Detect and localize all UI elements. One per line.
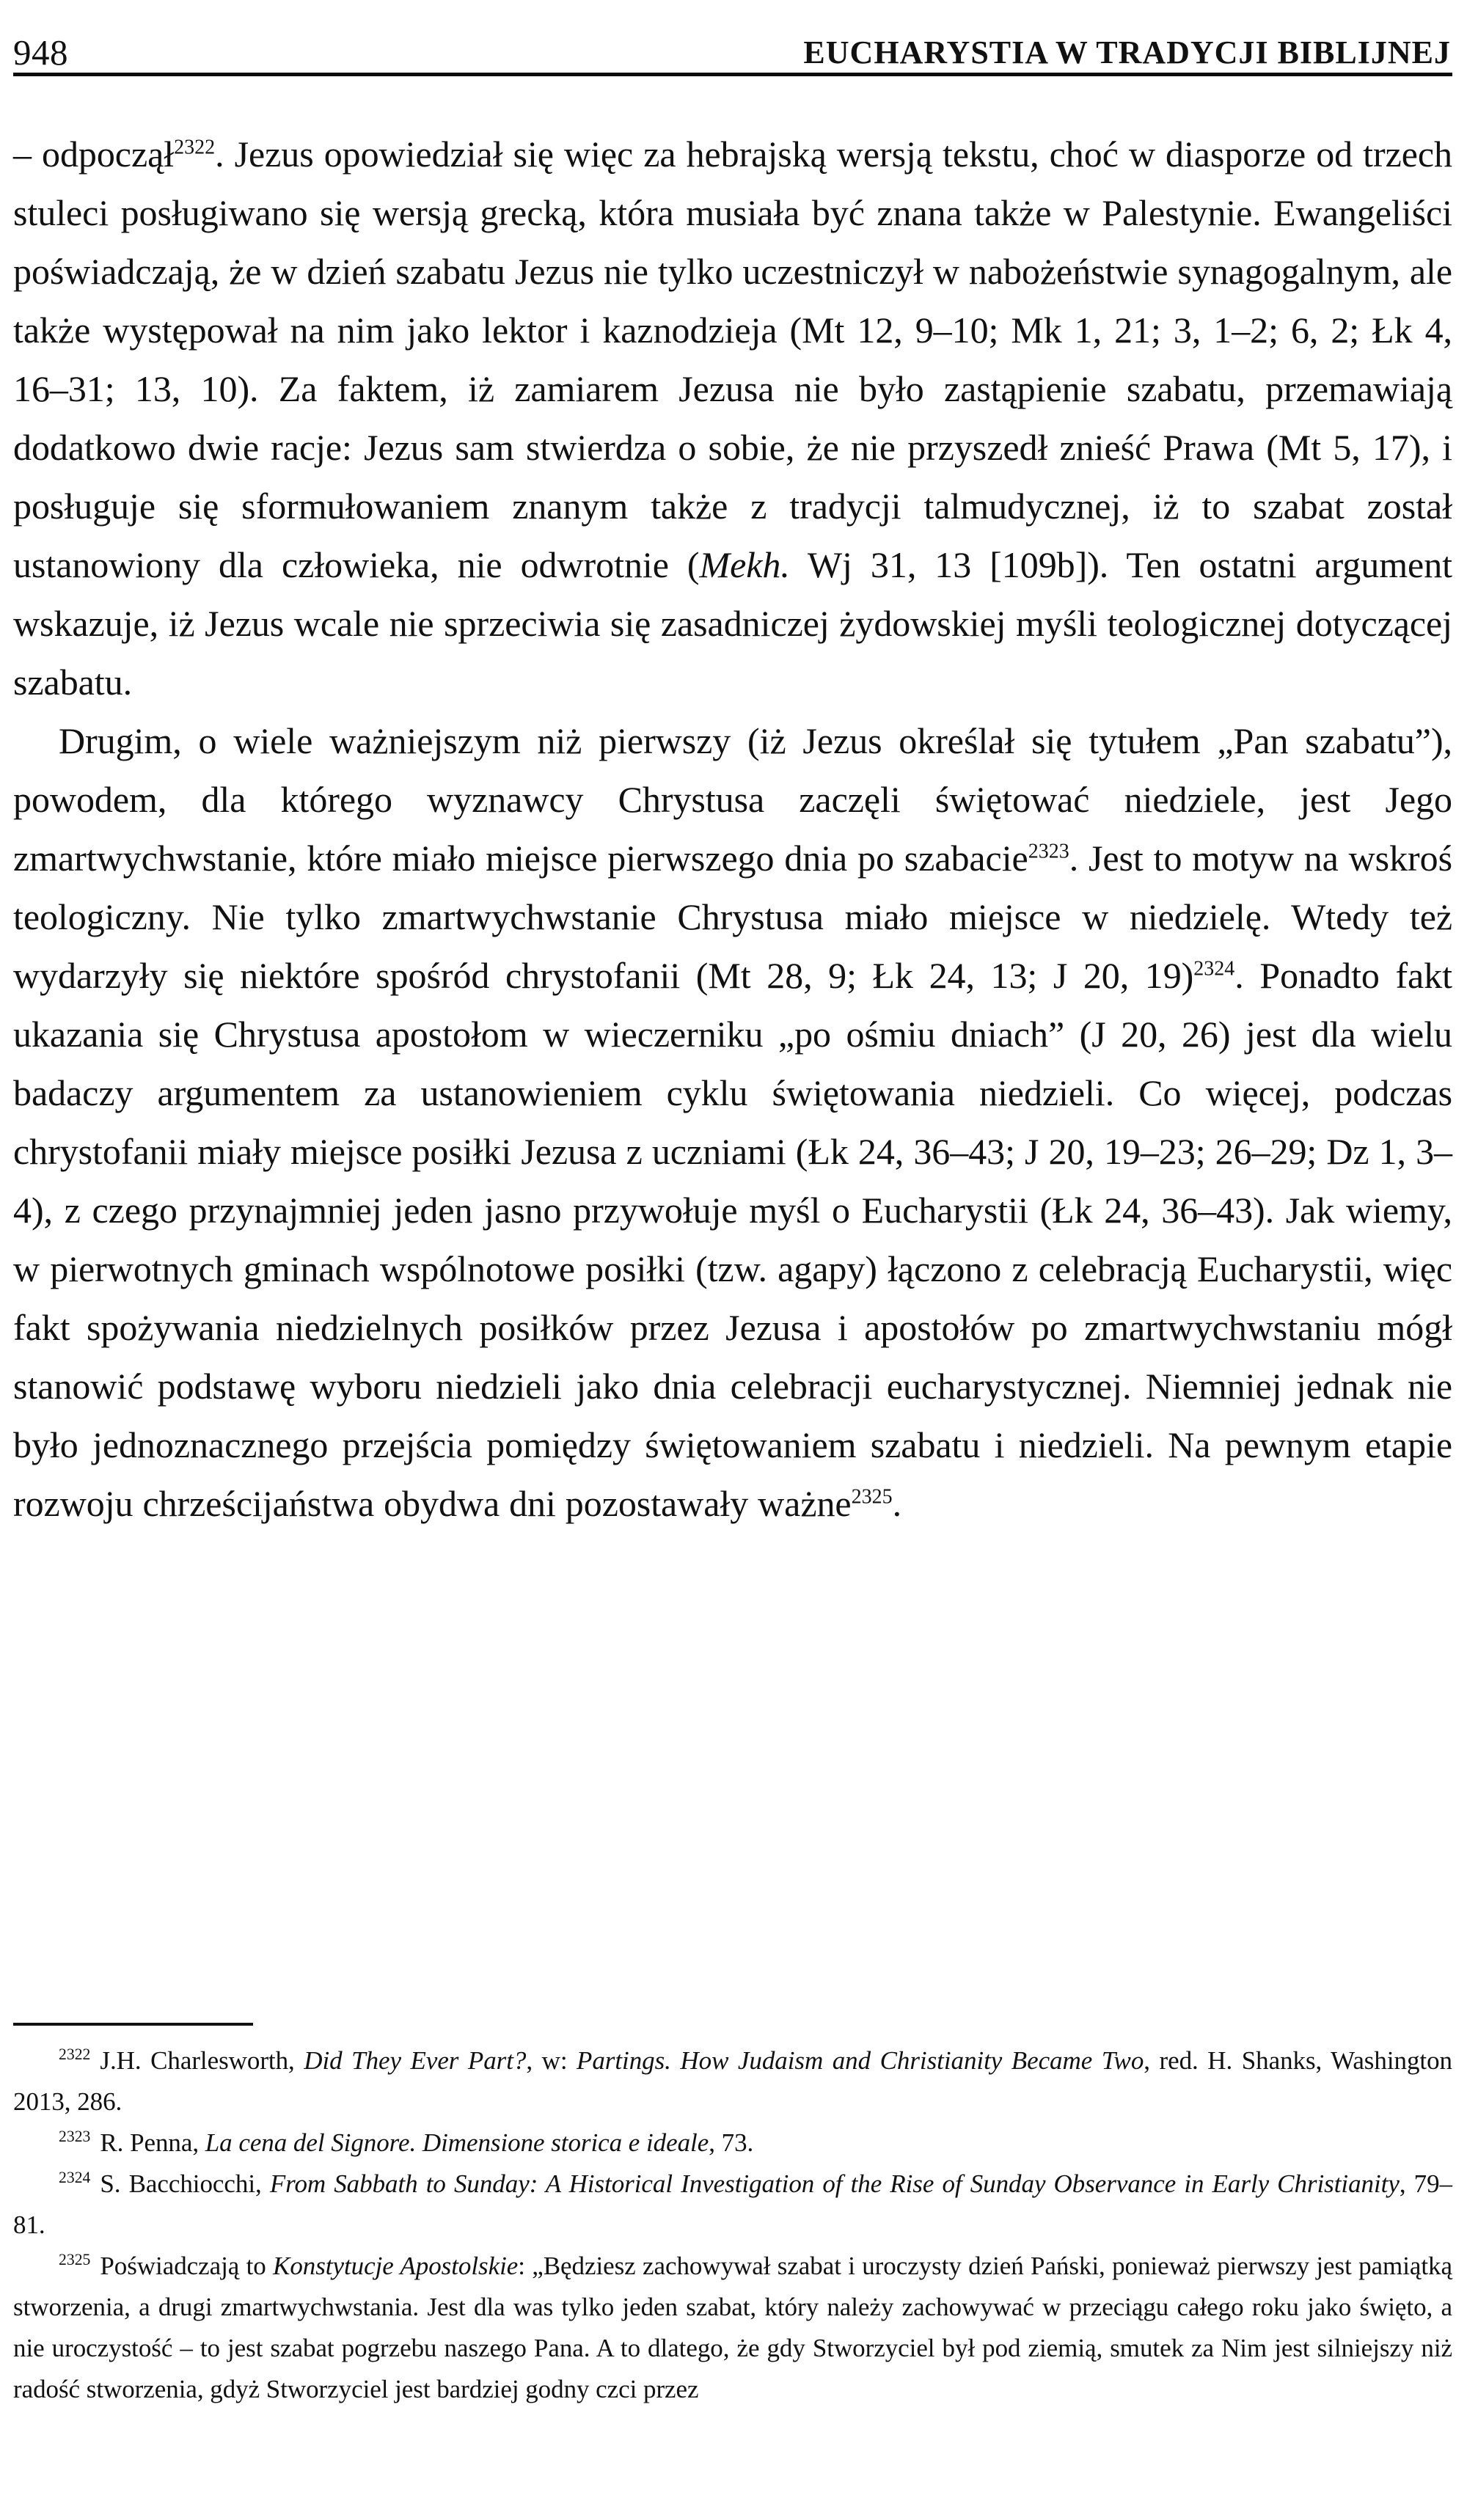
running-title: EUCHARYSTIA W TRADYCJI BIBLIJNEJ [803,34,1451,70]
footnote-2324 [13,2164,1452,2246]
paragraph-2-seg-4: . [892,1483,902,1524]
footnote-text-seg-2: : „Będziesz zachowywał szabat i uroczysty dzień Pański, ponieważ pierwszy jest pamiątką stworzenia, a drugi zmartwychwstania. Jest dla was tylko jeden szabat, który należy zachowywać w przeciągu całego roku jako święto, a nie uroczystość – to jest szabat pogrzebu naszego Pana. A to dlatego, że gdy Stworzyciel był pod ziemią, smutek za Nim jest silniejszy niż radość stworzenia, gdyż Stworzyciel jest bardziej godny czci przez [13,2252,1452,2403]
footnote-text-seg-2: , w: [526,2046,577,2075]
paragraph-1-seg-3: Wj 31, 13 [109b]). Ten ostatni argument wskazuje, iż Jezus wcale nie sprzeciwia się zasadniczej żydowskiej myśli teologicznej dotyczącej szabatu. [13,544,1452,703]
footnote-text-seg-1: S. Bacchiocchi, [100,2169,270,2198]
footnotes-block [13,2040,1452,2410]
footnote-text-seg-2: , 79–81. [13,2169,1452,2239]
page-number: 948 [13,32,68,73]
footnote-number: 2322 [59,2045,91,2064]
footnote-text-seg-1: R. Penna, [100,2128,205,2157]
footnote-2325 [13,2246,1452,2410]
footnote-italic-1: Did They Ever Part? [304,2046,527,2075]
footnote-number: 2325 [59,2251,91,2269]
footnote-text-seg-3: , red. H. Shanks, Washington 2013, 286. [13,2046,1452,2116]
paragraph-1-italic-mekh: Mekh. [699,544,790,585]
paragraph-2-seg-3: . Ponadto fakt ukazania się Chrystusa apostołom w wieczerniku „po ośmiu dniach” (J 20, 26) jest dla wielu badaczy argumentem za ustanowieniem cyklu świętowania niedzieli. Co więcej, podczas chrystofanii miały miejsce posiłki Jezusa z uczniami (Łk 24, 36–43; J 20, 19–23; 26–29; Dz 1, 3–4), z czego przynajmniej jeden jasno przywołuje myśl o Eucharystii (Łk 24, 36–43). Jak wiemy, w pierwotnych gminach wspólnotowe posiłki (tzw. agapy) łączono z celebracją Eucharystii, więc fakt spożywania niedzielnych posiłków przez Jezusa i apostołów po zmartwychwstaniu mógł stanowić podstawę wyboru niedzieli jako dnia celebracji eucharystycznej. Niemniej jednak nie było jednoznacznego przejścia pomiędzy świętowaniem szabatu i niedzieli. Na pewnym etapie rozwoju chrześcijaństwa obydwa dni pozostawały ważne [13,955,1452,1524]
paragraph-1-seg-2: . Jezus opowiedział się więc za hebrajską wersją tekstu, choć w diasporze od trzech stuleci posługiwano się wersją grecką, która musiała być znana także w Palestynie. Ewangeliści poświadczają, że w dzień szabatu Jezus nie tylko uczestniczył w nabożeństwie synagogalnym, ale także występował na nim jako lektor i kaznodzieja (Mt 12, 9–10; Mk 1, 21; 3, 1–2; 6, 2; Łk 4, 16–31; 13, 10). Za faktem, iż zamiarem Jezusa nie było zastąpienie szabatu, przemawiają dodatkowo dwie racje: Jezus sam stwierdza o sobie, że nie przyszedł znieść Prawa (Mt 5, 17), i posługuje się sformułowaniem znanym także z tradycji talmudycznej, iż to szabat został ustanowiony dla człowieka, nie odwrotnie ( [13,133,1452,585]
paragraph-2-seg-1: Drugim, o wiele ważniejszym niż pierwszy (iż Jezus określał się tytułem „Pan szabatu”), powodem, dla którego wyznawcy Chrystusa zaczęli świętować niedziele, jest Jego zmartwychwstanie, które miało miejsce pierwszego dnia po szabacie [13,720,1452,879]
body-text [13,125,1452,1533]
paragraph-1 [13,125,1452,711]
paragraph-2-seg-2: . Jest to motyw na wskroś teologiczny. Nie tylko zmartwychwstanie Chrystusa miało miejsce w niedzielę. Wtedy też wydarzyły się niektóre spośród chrystofanii (Mt 28, 9; Łk 24, 13; J 20, 19) [13,838,1453,996]
footnote-2323 [13,2122,1452,2164]
running-head [13,10,1452,72]
footnote-italic-1: Konstytucje Apostolskie [273,2252,519,2280]
footnote-text-seg-1: Poświadczają to [100,2252,274,2280]
footnote-ref-2324[interactable]: 2324 [1193,957,1235,981]
footnote-ref-2323[interactable]: 2323 [1028,840,1069,863]
footnote-ref-2325[interactable]: 2325 [851,1485,893,1509]
footnote-2322 [13,2040,1452,2122]
footnote-text-seg-1: J.H. Charlesworth, [100,2046,304,2075]
paragraph-2 [13,711,1452,1533]
footnote-number: 2323 [59,2128,91,2146]
footnote-italic-2: Partings. How Judaism and Christianity Became Two [577,2046,1144,2075]
footnote-number: 2324 [59,2169,91,2187]
footnote-ref-2322[interactable]: 2322 [174,136,216,159]
footnote-italic-1: From Sabbath to Sunday: A Historical Investigation of the Rise of Sunday Observance in Early Christianity [269,2169,1400,2198]
header-divider [13,73,1452,76]
footnote-text-seg-2: , 73. [709,2128,754,2157]
footnote-italic-1: La cena del Signore. Dimensione storica e ideale [205,2128,709,2157]
footnote-separator [13,2023,253,2026]
paragraph-1-seg-1: – odpoczął [13,133,175,175]
